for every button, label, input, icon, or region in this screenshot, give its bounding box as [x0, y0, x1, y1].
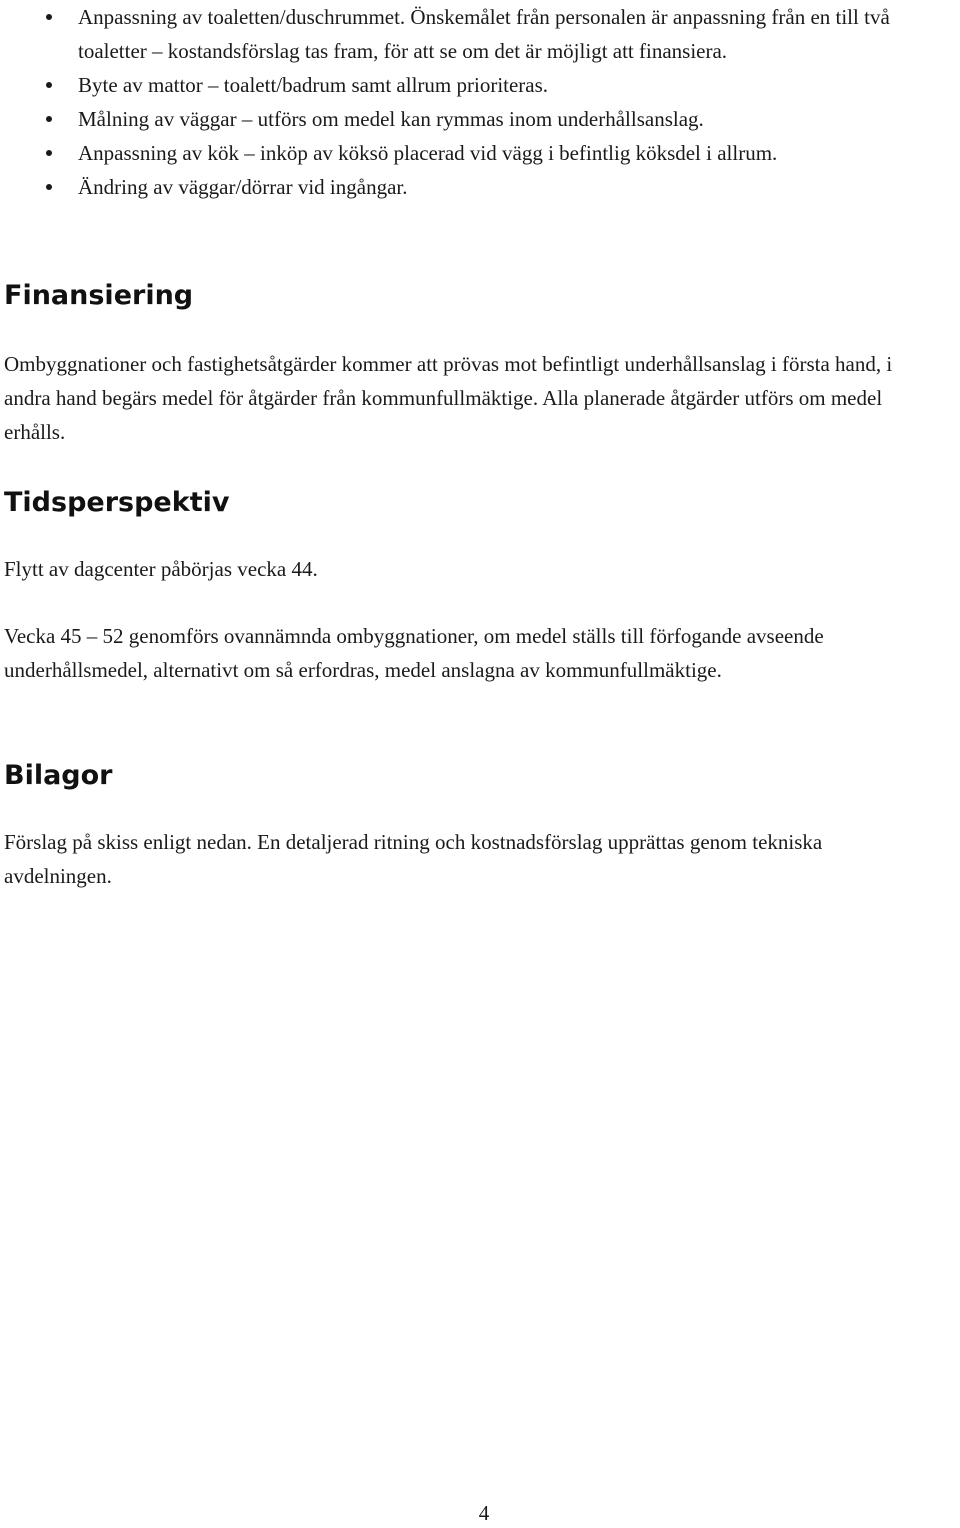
bullet-icon — [46, 150, 52, 156]
bullet-icon — [46, 116, 52, 122]
list-item-text: Byte av mattor – toalett/badrum samt allrum prioriteras. — [78, 73, 549, 97]
list-item — [4, 136, 934, 170]
list-item-text: Målning av väggar – utförs om medel kan rymmas inom underhållsanslag. — [78, 107, 704, 131]
paragraph-tidsperspektiv-1: Flytt av dagcenter påbörjas vecka 44. — [4, 557, 318, 581]
heading-tidsperspektiv: Tidsperspektiv — [4, 487, 230, 518]
paragraph-bilagor: Förslag på skiss enligt nedan. En detaljerad ritning och kostnadsförslag upprättas genom tekniska avdelningen. — [4, 830, 823, 888]
list-item-text: Anpassning av kök – inköp av köksö placerad vid vägg i befintlig köksdel i allrum. — [78, 141, 778, 165]
paragraph-finansiering: Ombyggnationer och fastighetsåtgärder kommer att prövas mot befintligt underhållsanslag i första hand, i andra hand begärs medel för åtgärder från kommunfullmäktige. Alla planerade åtgärder utförs om medel erhålls. — [4, 352, 893, 444]
bullet-icon — [46, 184, 52, 190]
list-item — [4, 68, 934, 102]
heading-finansiering: Finansiering — [4, 280, 194, 311]
bullet-icon — [46, 82, 52, 88]
bullet-icon — [46, 14, 52, 20]
list-item — [4, 102, 934, 136]
list-item-text: Anpassning av toaletten/duschrummet. Önskemålet från personalen är anpassning från en till två toaletter – kostandsförslag tas fram, för att se om det är möjligt att finansiera. — [78, 5, 890, 63]
bullet-list — [4, 0, 934, 204]
page-number: 4 — [478, 1501, 490, 1525]
list-item-text: Ändring av väggar/dörrar vid ingångar. — [78, 175, 408, 199]
list-item — [4, 170, 934, 204]
paragraph-tidsperspektiv-2: Vecka 45 – 52 genomförs ovannämnda ombyggnationer, om medel ställs till förfogande avseende underhållsmedel, alternativt om så erfordras, medel anslagna av kommunfullmäktige. — [4, 624, 824, 682]
heading-bilagor: Bilagor — [4, 760, 113, 791]
list-item — [4, 0, 934, 68]
